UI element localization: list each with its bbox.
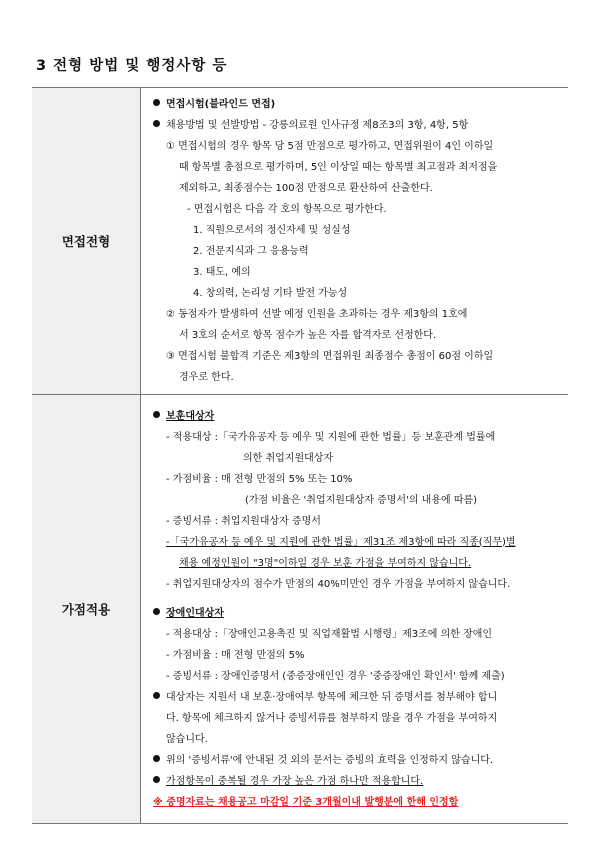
list-item: 때 항목별 총점으로 평가하며, 5인 이상일 때는 항목별 최고점과 최저점을 <box>179 162 498 173</box>
list-item: - 증빙서류 : 장애인증명서 (중증장애인인 경우 '중증장애인 확인서' 함께 제출) <box>166 670 505 682</box>
bullet-icon <box>153 755 160 762</box>
list-item: - 가점비율 : 매 전형 만점의 5% 또는 10% <box>166 473 353 485</box>
list-item: 장애인대상자 <box>153 603 564 624</box>
interview-label: 면접전형 <box>32 88 141 395</box>
bonus-row <box>32 395 568 824</box>
list-item: 가점항목이 중복될 경우 가장 높은 가점 하나만 적용합니다. <box>153 771 564 792</box>
bullet-icon <box>153 120 160 127</box>
interview-row <box>32 88 568 395</box>
bullet-icon <box>153 411 160 418</box>
list-item: 위의 '증빙서류'에 안내된 것 외의 문서는 증빙의 효력을 인정하지 않습니다. <box>153 750 564 771</box>
list-item: 제외하고, 최종점수는 100점 만점으로 환산하여 산출한다. <box>179 183 433 194</box>
list-item: 면접시험(블라인드 면접) <box>153 94 564 115</box>
list-item: 3. 태도, 예의 <box>193 267 251 278</box>
list-item: 다. 항목에 체크하지 않거나 증빙서류를 첨부하지 않을 경우 가점을 부여하지 <box>166 712 498 724</box>
list-item: 2. 전문지식과 그 응용능력 <box>193 246 309 257</box>
list-item: ③ 면접시험 불합격 기준은 제3항의 면접위원 최종점수 총점이 60점 이하일 <box>166 351 494 362</box>
list-item: -「국가유공자 등 예우 및 지원에 관한 법률」제31조 제3항에 따라 직종(직무)별 <box>166 536 516 548</box>
list-item: 1. 직원으로서의 정신자세 및 성실성 <box>193 225 351 236</box>
list-item: ② 동점자가 발생하여 선발 예정 인원을 초과하는 경우 제3항의 1호에 <box>166 309 468 320</box>
bullet-icon <box>153 776 160 783</box>
interview-content <box>141 88 569 395</box>
list-item: 의한 취업지원대상자 <box>243 452 334 464</box>
list-item: 않습니다. <box>166 733 208 745</box>
bonus-label: 가점적용 <box>32 395 141 824</box>
list-item: - 적용대상 :「장애인고용촉진 및 직업재활법 시행령」제3조에 의한 장애인 <box>166 628 493 640</box>
bullet-icon <box>153 692 160 699</box>
list-item: 채용방법 및 선발방법 - 강릉의료원 인사규정 제8조3의 3항, 4항, 5항 <box>153 115 564 136</box>
bullet-icon <box>153 99 160 106</box>
list-item: - 가점비율 : 매 전형 만점의 5% <box>166 649 305 661</box>
list-item: (가점 비율은 '취업지원대상자 증명서'의 내용에 따름) <box>245 494 478 506</box>
list-item: 대상자는 지원서 내 보훈·장애여부 항목에 체크한 뒤 증명서를 첨부해야 합니 <box>153 687 564 708</box>
procedure-table <box>32 87 568 824</box>
list-item: 채용 예정인원이 "3명"이하일 경우 보훈 가점을 부여하지 않습니다. <box>179 557 472 569</box>
list-item: - 증빙서류 : 취업지원대상자 증명서 <box>166 515 321 527</box>
list-item: 4. 창의력, 논리성 기타 발전 가능성 <box>193 288 348 299</box>
bonus-content <box>141 395 569 824</box>
list-item: ① 면접시험의 경우 항목 당 5점 만점으로 평가하고, 면접위원이 4인 이하일 <box>166 141 494 152</box>
section-title: 3 전형 방법 및 행정사항 등 <box>36 58 228 74</box>
list-item: 서 3호의 순서로 항목 점수가 높은 자를 합격자로 선정한다. <box>179 330 437 341</box>
list-item: 보훈대상자 <box>153 406 564 427</box>
list-item: - 적용대상 :「국가유공자 등 예우 및 지원에 관한 법률」등 보훈관계 법률에 <box>166 431 496 443</box>
list-item: - 취업지원대상자의 점수가 만점의 40%미만인 경우 가점을 부여하지 않습니다. <box>166 578 511 590</box>
list-item: - 면접시험은 다음 각 호의 항목으로 평가한다. <box>187 204 387 215</box>
bullet-icon <box>153 608 160 615</box>
list-item: 경우로 한다. <box>179 372 234 383</box>
notice-red: ※ 증명자료는 채용공고 마감일 기준 3개월이내 발행분에 한해 인정함 <box>153 796 459 808</box>
